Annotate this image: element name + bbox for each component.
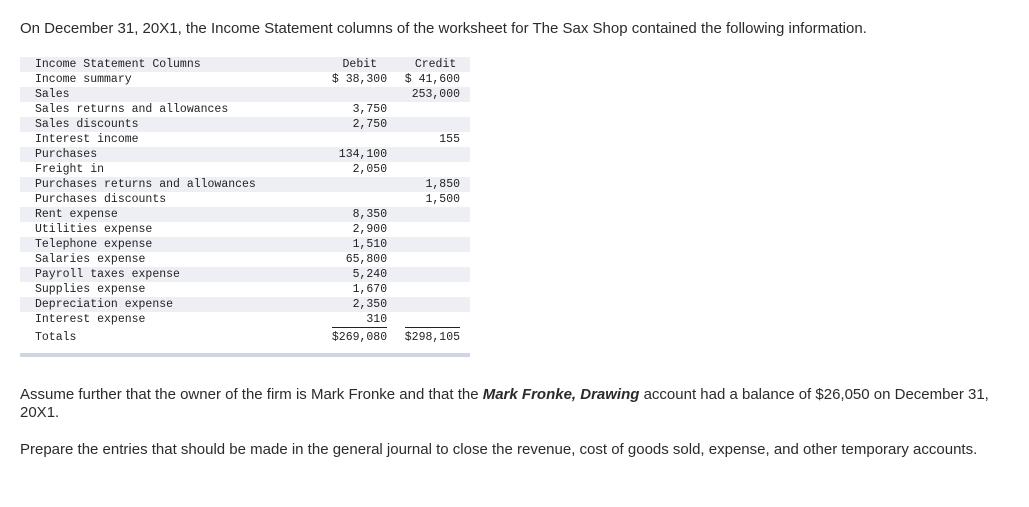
table-row xyxy=(20,132,470,147)
credit-amount: $ 41,600 xyxy=(395,72,470,87)
credit-amount xyxy=(395,147,470,162)
debit-amount: 2,750 xyxy=(312,117,395,132)
account-name: Sales returns and allowances xyxy=(20,102,312,117)
credit-amount: 253,000 xyxy=(395,87,470,102)
table-row xyxy=(20,162,470,177)
table-row xyxy=(20,147,470,162)
debit-amount: 1,510 xyxy=(312,237,395,252)
credit-amount xyxy=(395,297,470,312)
debit-amount xyxy=(312,192,395,207)
credit-amount: 1,850 xyxy=(395,177,470,192)
credit-amount xyxy=(395,162,470,177)
table-row xyxy=(20,282,470,297)
table-row xyxy=(20,252,470,267)
debit-amount xyxy=(312,177,395,192)
paragraph1-before: Assume further that the owner of the firm is Mark Fronke and that the xyxy=(20,386,483,403)
debit-column-header: Debit xyxy=(312,57,395,72)
account-name: Freight in xyxy=(20,162,312,177)
table-row xyxy=(20,117,470,132)
account-name: Rent expense xyxy=(20,207,312,222)
debit-amount: 3,750 xyxy=(312,102,395,117)
table-row xyxy=(20,267,470,282)
table-row xyxy=(20,192,470,207)
account-name: Purchases returns and allowances xyxy=(20,177,312,192)
debit-amount: 65,800 xyxy=(312,252,395,267)
account-name: Telephone expense xyxy=(20,237,312,252)
account-name: Salaries expense xyxy=(20,252,312,267)
credit-column-header: Credit xyxy=(395,57,470,72)
table-header-row xyxy=(20,57,470,72)
credit-amount: 1,500 xyxy=(395,192,470,207)
income-statement-columns-table xyxy=(20,57,470,348)
totals-label: Totals xyxy=(20,327,312,348)
table-row xyxy=(20,312,470,327)
account-name: Income summary xyxy=(20,72,312,87)
paragraph1-after: account had a balance of $26,050 on December 31, 20X1. xyxy=(20,386,989,421)
debit-amount xyxy=(312,132,395,147)
credit-amount xyxy=(395,207,470,222)
account-name: Depreciation expense xyxy=(20,297,312,312)
debit-amount: 2,050 xyxy=(312,162,395,177)
credit-amount xyxy=(395,237,470,252)
account-name: Interest expense xyxy=(20,312,312,327)
credit-amount xyxy=(395,117,470,132)
debit-amount: 2,900 xyxy=(312,222,395,237)
debit-amount: 8,350 xyxy=(312,207,395,222)
credit-amount xyxy=(395,102,470,117)
account-name: Supplies expense xyxy=(20,282,312,297)
drawing-account-paragraph xyxy=(20,386,1010,422)
debit-amount: 5,240 xyxy=(312,267,395,282)
debit-amount: 1,670 xyxy=(312,282,395,297)
credit-total-value: $298,105 xyxy=(405,327,460,347)
table-row xyxy=(20,87,470,102)
credit-amount xyxy=(395,312,470,327)
account-name: Purchases discounts xyxy=(20,192,312,207)
account-name: Sales xyxy=(20,87,312,102)
account-name: Payroll taxes expense xyxy=(20,267,312,282)
account-name: Purchases xyxy=(20,147,312,162)
table-row xyxy=(20,297,470,312)
table-row xyxy=(20,72,470,87)
table-row xyxy=(20,237,470,252)
credit-total xyxy=(395,327,470,348)
totals-row xyxy=(20,327,470,348)
table-row xyxy=(20,207,470,222)
worksheet-table-container xyxy=(20,57,470,357)
drawing-account-name: Mark Fronke, Drawing xyxy=(482,386,640,403)
debit-amount: 310 xyxy=(312,312,395,327)
table-row xyxy=(20,102,470,117)
credit-amount xyxy=(395,222,470,237)
debit-amount: 2,350 xyxy=(312,297,395,312)
debit-amount xyxy=(312,87,395,102)
credit-amount xyxy=(395,252,470,267)
debit-total-value: $269,080 xyxy=(332,327,387,347)
credit-amount: 155 xyxy=(395,132,470,147)
table-row xyxy=(20,177,470,192)
table-row xyxy=(20,222,470,237)
intro-text: On December 31, 20X1, the Income Statement columns of the worksheet for The Sax Shop contained the following information. xyxy=(20,20,867,37)
account-name: Sales discounts xyxy=(20,117,312,132)
debit-amount: 134,100 xyxy=(312,147,395,162)
table-bottom-border xyxy=(20,353,470,357)
debit-total xyxy=(312,327,395,348)
account-column-header: Income Statement Columns xyxy=(20,57,312,72)
account-name: Interest income xyxy=(20,132,312,147)
credit-amount xyxy=(395,282,470,297)
debit-amount: $ 38,300 xyxy=(312,72,395,87)
account-name: Utilities expense xyxy=(20,222,312,237)
instructions-paragraph: Prepare the entries that should be made in the general journal to close the revenue, cost of goods sold, expense, and other temporary accounts. xyxy=(20,441,978,458)
credit-amount xyxy=(395,267,470,282)
